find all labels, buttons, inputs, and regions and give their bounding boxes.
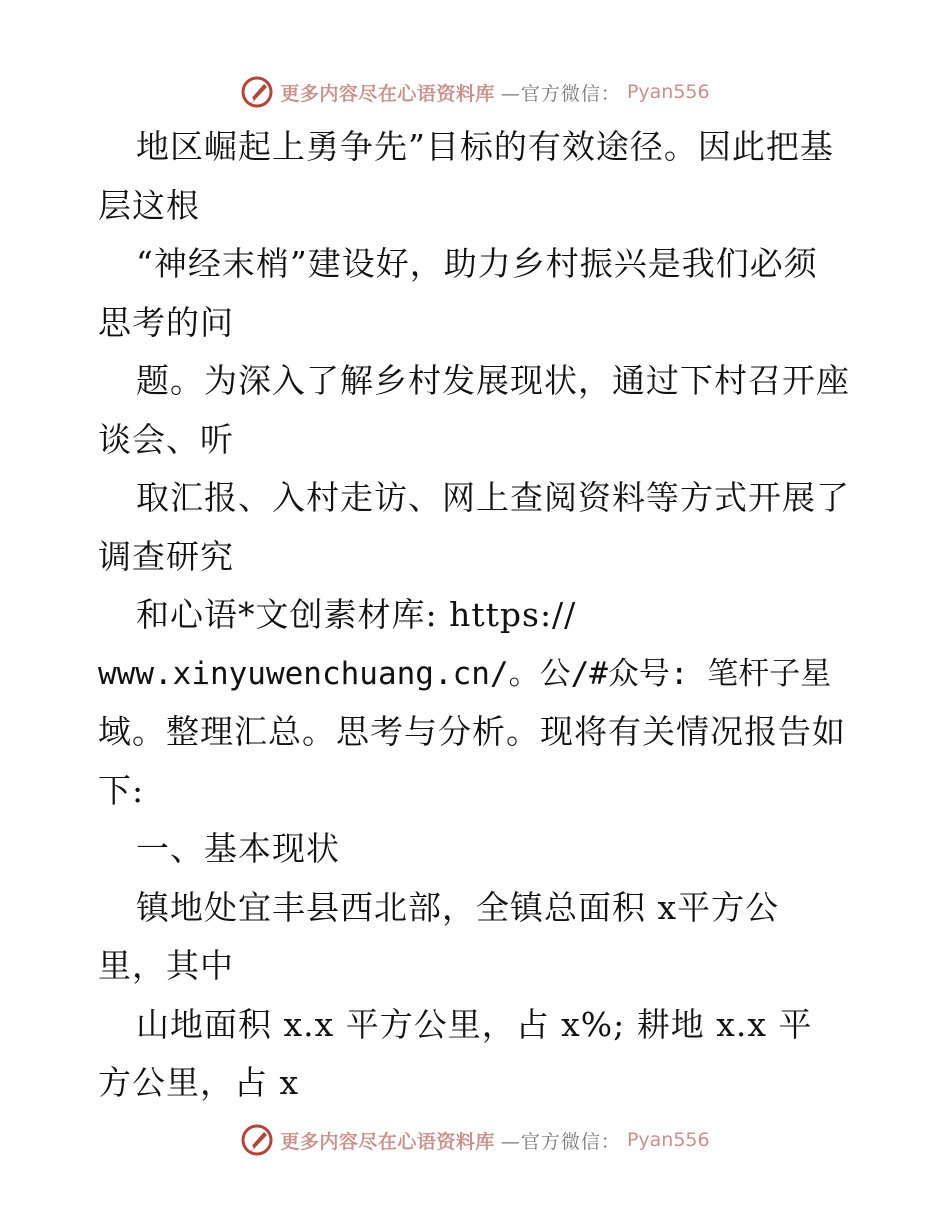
header-watermark (0, 72, 950, 112)
watermark-official-label: —官方微信： (500, 1130, 621, 1153)
body-line-url: www.xinyuwenchuang.cn/。公/#众号: 笔杆子星 (98, 655, 832, 692)
footer-watermark (0, 1120, 950, 1160)
body-line: 山地面积 x.x 平方公里，占 x%; 耕地 x.x 平 (136, 1004, 813, 1044)
watermark-main-text: 更多内容尽在心语资料库 (280, 1130, 495, 1153)
body-line: 地区崛起上勇争先”目标的有效途径。因此把基 (136, 127, 834, 166)
quill-logo-icon (240, 75, 274, 109)
body-line: 取汇报、入村走访、网上查阅资料等方式开展了 (136, 478, 850, 517)
body-line: “神经末梢”建设好，助力乡村振兴是我们必须 (136, 244, 818, 283)
body-line: 题。为深入了解乡村发展现状，通过下村召开座 (136, 361, 850, 400)
body-line: 方公里，占 x (98, 1063, 300, 1102)
body-line: 域。整理汇总。思考与分析。现将有关情况报告如 (98, 712, 846, 751)
watermark-wechat-id: Pyan556 (626, 81, 710, 103)
body-line: 谈会、听 (98, 419, 234, 459)
watermark-wechat-id: Pyan556 (626, 1129, 710, 1151)
quill-logo-icon (240, 1123, 274, 1157)
body-line: 里，其中 (98, 946, 234, 985)
body-line: 和心语*文创素材库: https:// (136, 595, 577, 634)
watermark-main-text: 更多内容尽在心语资料库 (280, 82, 495, 105)
watermark-official-label: —官方微信： (500, 82, 621, 105)
body-line: 镇地处宜丰县西北部，全镇总面积 x平方公 (136, 887, 780, 927)
body-line: 层这根 (98, 185, 200, 225)
body-line: 思考的问 (98, 302, 234, 342)
body-line: 下: (98, 770, 145, 810)
body-line: 调查研究 (98, 536, 234, 576)
section-heading: 一、基本现状 (136, 829, 340, 868)
document-body (98, 118, 858, 1113)
